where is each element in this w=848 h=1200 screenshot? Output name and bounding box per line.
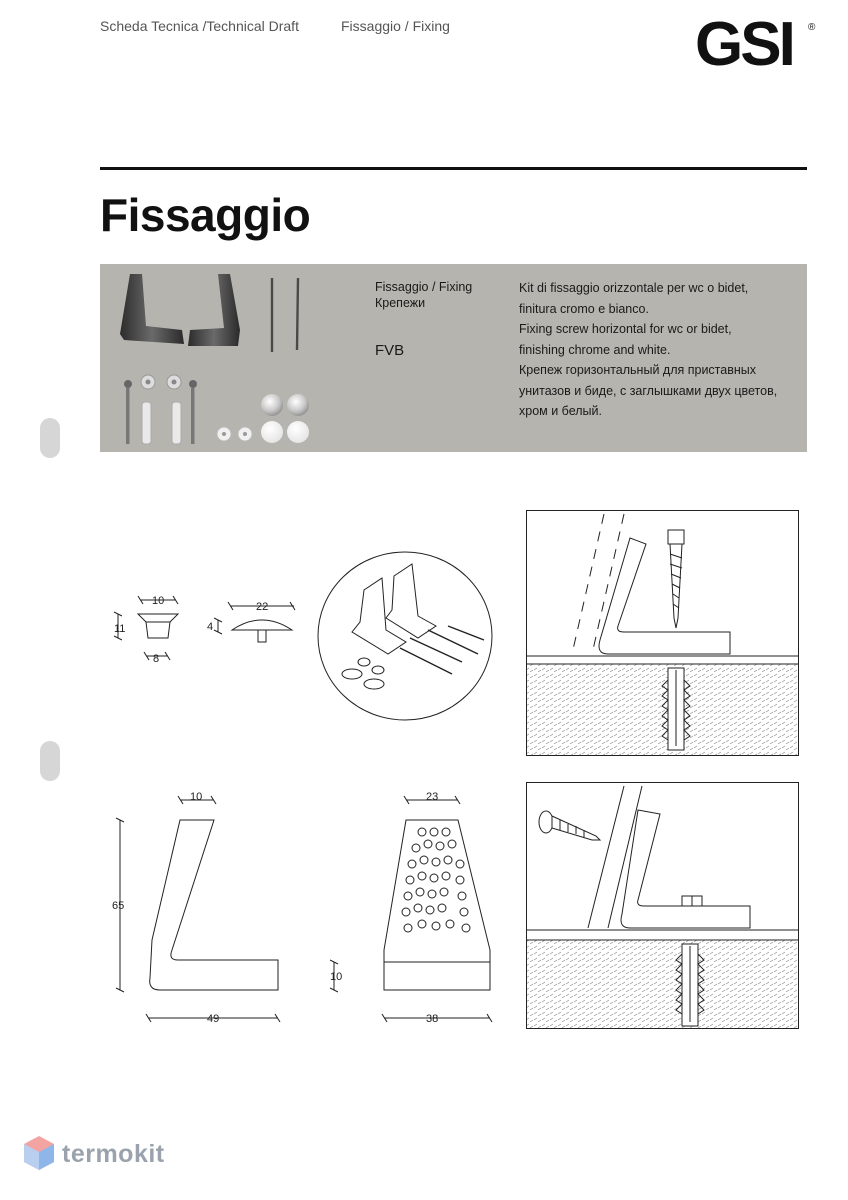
bracket-left-icon <box>120 274 184 344</box>
bracket-right-icon <box>188 274 240 346</box>
description-line: хром и белый. <box>519 404 602 418</box>
registered-mark: ® <box>808 22 816 33</box>
description-line: Крепеж горизонтальный для приставных <box>519 363 756 377</box>
termokit-watermark: termokit <box>62 1140 165 1168</box>
cover-profile-icon <box>232 620 292 642</box>
bracket-side-icon <box>150 820 278 990</box>
product-caption: Fissaggio / Fixing <box>375 280 473 294</box>
product-description <box>519 278 799 422</box>
screws-dowels-icon <box>124 375 197 444</box>
dim-bracket-length: 49 <box>207 1013 220 1025</box>
description-line: Fixing screw horizontal for wc or bidet, <box>519 322 732 336</box>
dim-cover-height: 4 <box>207 621 214 633</box>
product-caption-ru: Крепежи <box>375 296 426 310</box>
exploded-view <box>316 550 494 722</box>
side-tab <box>40 741 60 781</box>
dim-cap-bottom: 8 <box>153 653 160 665</box>
dim-cover-width: 22 <box>256 601 269 613</box>
screw-icon <box>668 530 684 628</box>
dim-front-base: 10 <box>330 971 343 983</box>
caps-iso-icon <box>342 658 384 689</box>
long-screws-icon <box>272 278 298 352</box>
bracket-section-icon <box>621 810 750 928</box>
termokit-logo-icon <box>22 1134 56 1174</box>
header-section: Fissaggio / Fixing <box>341 18 450 34</box>
bracket-side-drawing <box>108 790 298 1026</box>
description-line: унитазов и биде, с заглышками двух цветов, <box>519 383 778 398</box>
brand-logo: GSI <box>695 10 793 79</box>
install-detail-1 <box>526 510 800 757</box>
title-rule <box>100 167 807 170</box>
bracket-front-drawing <box>310 790 500 1026</box>
page-title: Fissaggio <box>100 189 311 241</box>
dim-cap-top: 10 <box>152 595 165 607</box>
product-code: FVB <box>375 342 405 359</box>
dim-cap-height: 11 <box>114 623 126 635</box>
dim-bracket-thickness: 10 <box>190 791 203 803</box>
dim-bracket-height: 65 <box>112 900 125 912</box>
cap-profile-icon <box>138 614 178 638</box>
header-doc-type: Scheda Tecnica /Technical Draft <box>100 18 299 34</box>
caps-covers-icon <box>217 394 309 443</box>
description-line: Kit di fissaggio orizzontale per wc o bidet, <box>519 281 749 295</box>
dim-front-top: 23 <box>426 791 439 803</box>
bracket-iso-icon <box>352 564 436 654</box>
install-detail-2 <box>526 782 800 1030</box>
description-line: finitura cromo e bianco. <box>519 301 649 316</box>
product-photo <box>100 264 360 452</box>
screw-icon <box>539 811 600 840</box>
description-line: finishing chrome and white. <box>519 342 671 357</box>
side-tab <box>40 418 60 458</box>
bracket-section-icon <box>599 538 730 654</box>
dim-front-bottom: 38 <box>426 1013 439 1025</box>
perforation-icon <box>402 828 470 932</box>
